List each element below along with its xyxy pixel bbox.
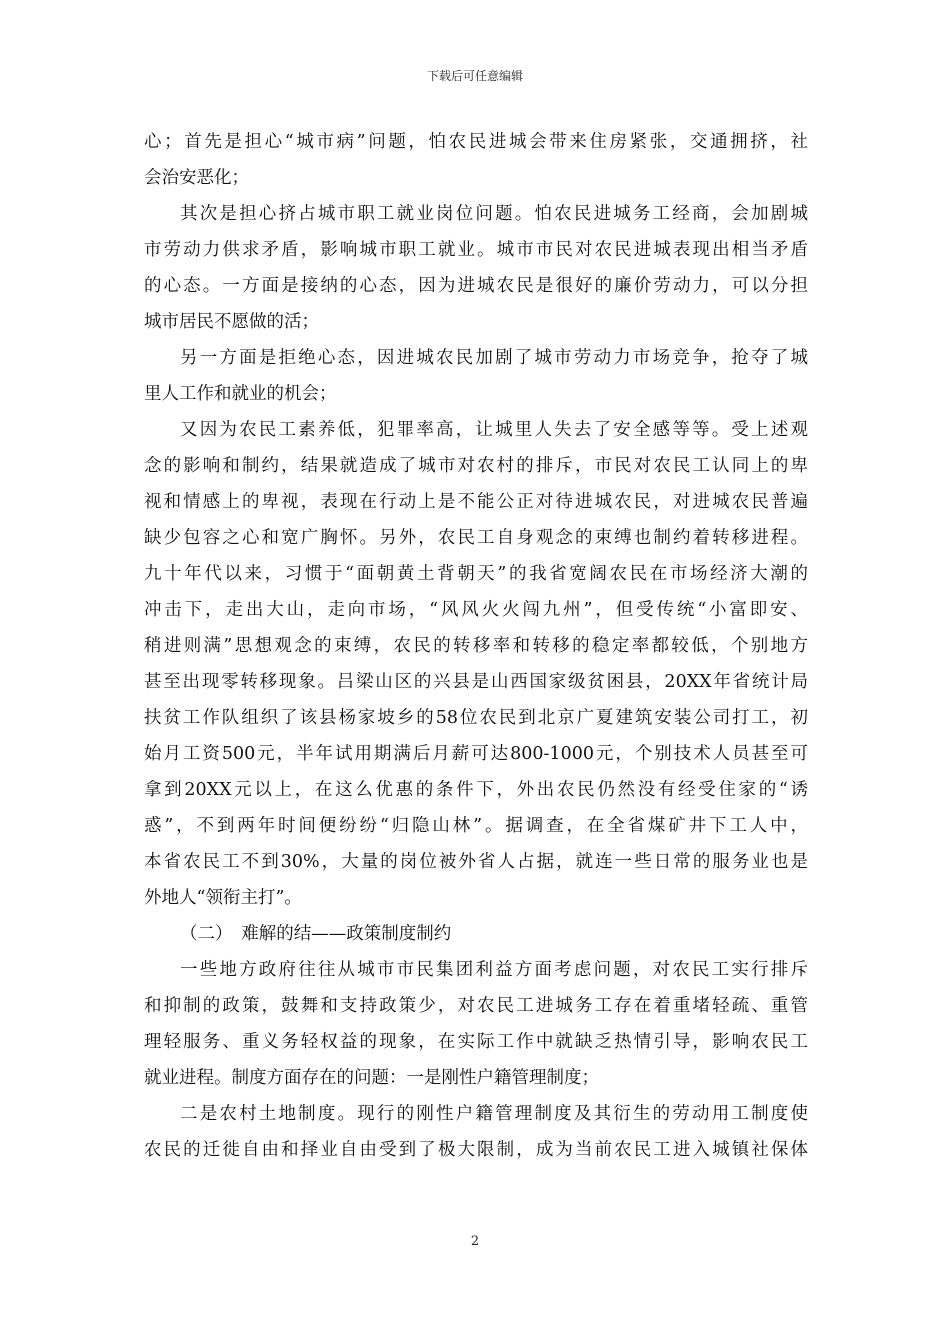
text-line: 另一方面是拒绝心态，因进城农民加剧了城市劳动力市场竞争，抢夺了城 <box>180 348 808 368</box>
text-line: 里人工作和就业的机会； <box>144 384 337 404</box>
page-number: 2 <box>470 1234 480 1249</box>
text-line: 其次是担心挤占城市职工就业岗位问题。怕农民进城务工经商，会加剧城 <box>180 204 808 224</box>
text-line: 一些地方政府往往从城市市民集团利益方面考虑问题，对农民工实行排斥 <box>180 960 808 980</box>
text-line: 本省农民工不到30%，大量的岗位被外省人占据，就连一些日常的服务业也是 <box>144 852 808 872</box>
text-line: （二） 难解的结——政策制度制约 <box>180 924 452 944</box>
text-line: 九十年代以来，习惯于“面朝黄土背朝天”的我省宽阔农民在市场经济大潮的 <box>144 564 808 584</box>
text-line: 理轻服务、重义务轻权益的现象，在实际工作中就缺乏热情引导，影响农民工 <box>144 1032 808 1052</box>
text-line: 扶贫工作队组织了该县杨家坡乡的58位农民到北京广夏建筑安装公司打工，初 <box>144 708 808 728</box>
text-line: 拿到20XX元以上，在这么优惠的条件下，外出农民仍然没有经受住家的“诱 <box>144 780 808 800</box>
text-line: 的心态。一方面是接纳的心态，因为进城农民是很好的廉价劳动力，可以分担 <box>144 276 808 296</box>
body-text <box>144 124 808 1168</box>
text-line: 外地人“领衔主打”。 <box>144 888 302 908</box>
text-line: 始月工资500元，半年试用期满后月薪可达800-1000元，个别技术人员甚至可 <box>144 744 808 764</box>
text-line: 城市居民不愿做的活； <box>144 312 319 332</box>
text-line: 心；首先是担心“城市病”问题，怕农民进城会带来住房紧张，交通拥挤，社 <box>144 132 808 152</box>
text-line: 和抑制的政策，鼓舞和支持政策少，对农民工进城务工存在着重堵轻疏、重管 <box>144 996 808 1016</box>
text-line: 缺少包容之心和宽广胸怀。另外，农民工自身观念的束缚也制约着转移进程。 <box>144 528 808 548</box>
text-line: 稍进则满”思想观念的束缚，农民的转移率和转移的稳定率都较低，个别地方 <box>144 636 808 656</box>
text-line: 冲击下，走出大山，走向市场，“风风火火闯九州”，但受传统“小富即安、 <box>144 600 808 620</box>
text-line: 甚至出现零转移现象。吕梁山区的兴县是山西国家级贫困县，20XX年省统计局 <box>144 672 808 692</box>
text-line: 又因为农民工素养低，犯罪率高，让城里人失去了安全感等等。受上述观 <box>180 420 808 440</box>
text-line: 就业进程。制度方面存在的问题：一是刚性户籍管理制度； <box>144 1068 599 1088</box>
page-header: 下载后可任意编辑 <box>426 69 523 83</box>
text-line: 念的影响和制约，结果就造成了城市对农村的排斥，市民对农民工认同上的卑 <box>144 456 808 476</box>
text-line: 农民的迁徙自由和择业自由受到了极大限制，成为当前农民工进入城镇社保体 <box>144 1140 808 1160</box>
text-line: 二是农村土地制度。现行的刚性户籍管理制度及其衍生的劳动用工制度使 <box>180 1104 808 1124</box>
text-line: 市劳动力供求矛盾，影响城市职工就业。城市市民对农民进城表现出相当矛盾 <box>144 240 808 260</box>
text-line: 惑”，不到两年时间便纷纷“归隐山林”。据调查，在全省煤矿井下工人中， <box>144 816 808 836</box>
text-line: 会治安恶化； <box>144 168 249 188</box>
text-line: 视和情感上的卑视，表现在行动上是不能公正对待进城农民，对进城农民普遍 <box>144 492 808 512</box>
